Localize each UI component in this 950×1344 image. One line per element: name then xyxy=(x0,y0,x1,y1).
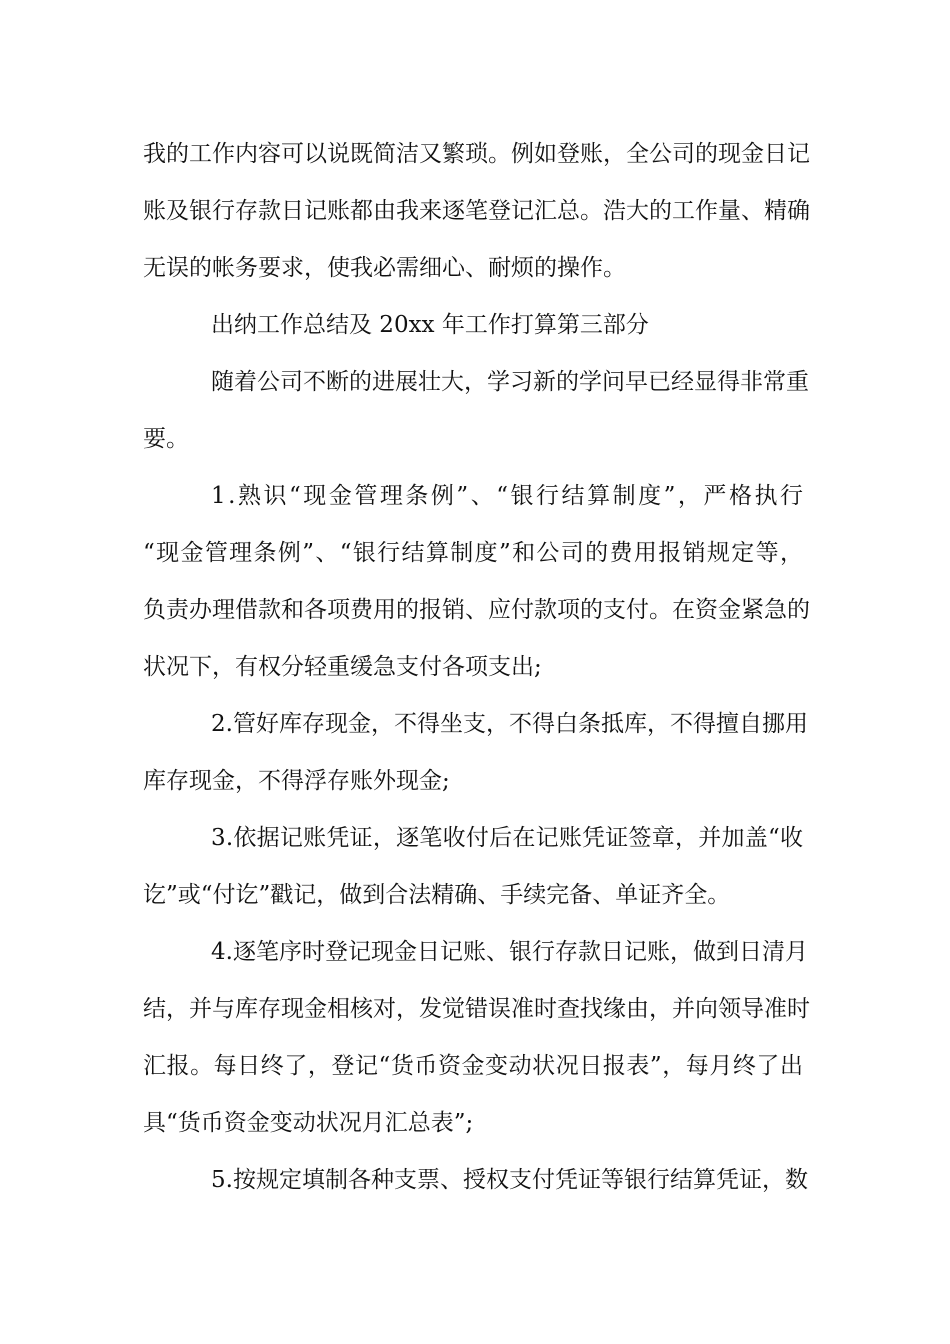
text-line-5: 随着公司不断的进展壮大，学习新的学问早已经显得非常重 xyxy=(211,369,809,395)
list-item-1-line-1: 1.熟识“现金管理条例”、“银行结算制度”，严格执行 xyxy=(211,483,806,509)
list-item-4-line-3: 汇报。每日终了，登记“货币资金变动状况日报表”，每月终了出 xyxy=(143,1053,804,1079)
list-item-1-line-3: 负责办理借款和各项费用的报销、应付款项的支付。在资金紧急的 xyxy=(143,597,810,623)
list-item-2-line-1: 2.管好库存现金，不得坐支，不得白条抵库，不得擅自挪用 xyxy=(211,711,808,737)
text-line-1: 我的工作内容可以说既简洁又繁琐。例如登账，全公司的现金日记 xyxy=(143,141,810,167)
list-item-3-line-2: 讫”或“付讫”戳记，做到合法精确、手续完备、单证齐全。 xyxy=(143,882,731,908)
text-line-2: 账及银行存款日记账都由我来逐笔登记汇总。浩大的工作量、精确 xyxy=(143,198,810,224)
text-line-6: 要。 xyxy=(143,426,189,452)
section-heading: 出纳工作总结及 20xx 年工作打算第三部分 xyxy=(211,312,649,338)
list-item-2-line-2: 库存现金，不得浮存账外现金; xyxy=(143,768,450,794)
list-item-4-line-2: 结，并与库存现金相核对，发觉错误准时查找缘由，并向领导准时 xyxy=(143,996,810,1022)
list-item-3-line-1: 3.依据记账凭证，逐笔收付后在记账凭证签章，并加盖“收 xyxy=(211,825,804,851)
list-item-5-line-1: 5.按规定填制各种支票、授权支付凭证等银行结算凭证，数 xyxy=(211,1167,808,1193)
list-item-4-line-1: 4.逐笔序时登记现金日记账、银行存款日记账，做到日清月 xyxy=(211,939,808,965)
text-line-3: 无误的帐务要求，使我必需细心、耐烦的操作。 xyxy=(143,255,626,281)
list-item-1-line-4: 状况下，有权分轻重缓急支付各项支出; xyxy=(143,654,542,680)
list-item-4-line-4: 具“货币资金变动状况月汇总表”; xyxy=(143,1110,474,1136)
list-item-1-line-2: “现金管理条例”、“银行结算制度”和公司的费用报销规定等， xyxy=(143,540,805,566)
